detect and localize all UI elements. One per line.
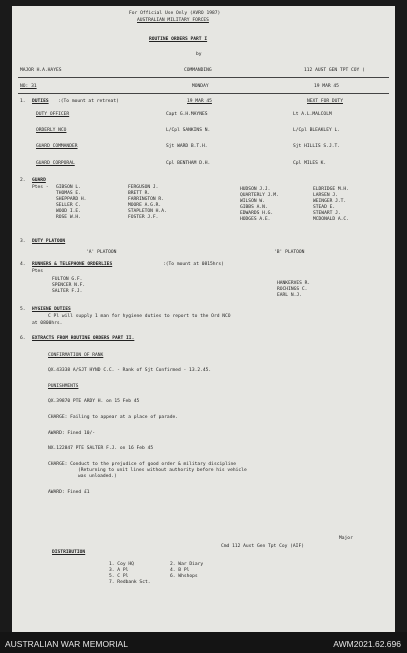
orders-number: NO: 31 [20,84,37,89]
duty-today: Sjt WARD B.T.H. [166,144,208,149]
guard-name: FERGUSON J. [128,185,159,190]
section-4-title: RUNNERS & TELEPHONE ORDERLIES [32,262,113,267]
distribution-item: 2. War Diary [170,562,204,567]
runner-name: ROCHINGS C. [277,287,308,292]
punishments-heading: PUNISHMENTS [48,384,79,389]
unit-name: 112 AUST GEN TPT COY ( [304,68,365,73]
section-1-note: :(To mount at retreat) [58,99,119,104]
section-4-note: :(To mount at 0815hrs) [163,262,224,267]
runners-col-2 [277,281,310,299]
section-6-title: EXTRACTS FROM ROUTINE ORDERS PART II. [32,336,135,341]
duty-label: GUARD COMMANDER [36,144,78,149]
header-rule-2 [18,93,389,94]
distribution-item: 7. Redbank Sct. [109,580,151,585]
duty-label: ORDERLY NCO [36,128,67,133]
guard-name: ROSE W.H. [56,215,81,220]
punishment-1-award: AWARD: Fined 10/- [48,431,96,436]
guard-name: MOORE A.G.R. [128,203,162,208]
duty-label: DUTY OFFICER [36,112,70,117]
guard-col-1 [56,185,86,221]
duty-platoon-next: 'B' PLATOON [274,250,305,255]
guard-name: HUDSON J.J. [240,187,271,192]
distribution-item: 3. A Pl [109,568,129,573]
guard-name: WEINGER J.T. [313,199,347,204]
guard-name: ELDRIDGE M.H. [313,187,349,192]
section-5-title: HYGIENE DUTIES [32,307,71,312]
punishment-2-charge-cont: (Returning to unit lines without authority before his vehicle [78,468,247,473]
duty-today: Capt G.H.MAYNES [166,112,208,117]
guard-name: QUARTERLY J.M. [240,193,279,198]
guard-name: STAPLETON H.A. [128,209,167,214]
guard-name: EDWARDS H.G. [240,211,274,216]
guard-prefix: Ptes - [32,185,49,190]
runner-name: SPENCER N.F. [52,283,86,288]
duties-next-header: NEXT FOR DUTY [307,99,343,104]
section-3-number: 3. [20,239,26,244]
header-classification: For Official Use Only (AVRO 1987) [129,11,221,16]
distribution-col-1 [109,562,151,586]
duty-next: Sjt HILLIS S.J.T. [293,144,341,149]
section-4-number: 4. [20,262,26,267]
distribution-item: 6. Whshops [170,574,198,579]
orders-date: 19 MAR 45 [314,84,339,89]
guard-name: FOSTER J.F. [128,215,159,220]
section-2-number: 2. [20,178,26,183]
footer-institution: AUSTRALIAN WAR MEMORIAL [5,639,128,649]
guard-name: BRETT R. [128,191,151,196]
document-page [12,6,395,632]
confirmation-heading: CONFIRMATION OF RANK [48,353,104,358]
runner-name: FULTON G.F. [52,277,83,282]
guard-name: MCDONALD A.C. [313,217,349,222]
commander-name: MAJOR H.A.HAYES [20,68,62,73]
guard-col-4 [313,187,349,223]
runner-name: SALTER F.J. [52,289,83,294]
duty-today: L/Cpl SANKINS N. [166,128,211,133]
guard-name: GIBSON L. [56,185,81,190]
guard-col-3 [240,187,279,223]
guard-name: HODGES A.E. [240,217,271,222]
section-2-title: GUARD [32,178,46,183]
distribution-title: DISTRIBUTION [52,550,86,555]
guard-col-2 [128,185,167,221]
duty-next: L/Cpl BLEAKLEY L. [293,128,341,133]
commander-appointment: COMMANDING [184,68,212,73]
punishment-2-charge-cont: was unloaded.) [78,474,117,479]
distribution-item: 4. B Pl [170,568,190,573]
header-forces: AUSTRALIAN MILITARY FORCES [137,18,209,23]
guard-name: WOOD I.E. [56,209,81,214]
signature-block: Cmd 112 Aust Gen Tpt Coy (AIF) [221,544,304,549]
duty-label: GUARD CORPORAL [36,161,75,166]
guard-name: FARRINGTON R. [128,197,164,202]
runners-prefix: Ptes [32,269,44,274]
duties-today-header: 19 MAR 45 [187,99,212,104]
signature-rank: Major [339,536,353,541]
duty-today: Cpl BENTHAM D.H. [166,161,211,166]
punishment-2: NX.122847 PTE SALTER F.J. on 16 Feb 45 [48,446,154,451]
rank-confirmation: QX.43338 A/SJT HYND C.C. - Rank of Sjt Confirmed - 13.2.45. [48,368,212,373]
guard-name: SHEPPARD H. [56,197,87,202]
distribution-col-2 [170,562,203,580]
distribution-item: 5. C Pl [109,574,129,579]
guard-name: THOMAS E. [56,191,81,196]
section-3-title: DUTY PLATOON [32,239,66,244]
guard-name: STEWART J. [313,211,341,216]
duty-platoon-today: 'A' PLATOON [86,250,117,255]
guard-name: SELLER C. [56,203,81,208]
runner-name: HANKERVES R. [277,281,311,286]
section-1-number: 1. [20,99,26,104]
footer-bar [0,632,407,653]
header-title: ROUTINE ORDERS PART I [149,37,208,42]
duty-next: Cpl MILES K. [293,161,327,166]
footer-accession-number: AWM2021.62.696 [333,639,401,649]
section-1-title: DUTIES [32,99,49,104]
guard-name: LARSEN J. [313,193,338,198]
runners-col-1 [52,277,85,295]
header-by: by [196,52,202,57]
orders-day: MONDAY [192,84,209,89]
section-6-number: 6. [20,336,26,341]
punishment-2-award: AWARD: Fined £1 [48,490,90,495]
hygiene-text: C Pl will supply 1 man for hygiene duties to report to the Ord NCO [48,314,231,319]
guard-name: GIBBS A.N. [240,205,268,210]
punishment-1-charge: CHARGE: Failing to appear at a place of parade. [48,415,178,420]
duty-next: Lt A.L.MALCOLM [293,112,332,117]
distribution-item: 1. Coy HQ [109,562,134,567]
guard-name: STEAD E. [313,205,336,210]
header-rule [18,77,389,78]
section-5-number: 5. [20,307,26,312]
punishment-2-charge: CHARGE: Conduct to the prejudice of good order & military discipline [48,462,237,467]
hygiene-text-2: at 0800hrs. [32,321,63,326]
guard-name: WILSON W. [240,199,265,204]
runner-name: EARL N.J. [277,293,302,298]
punishment-1: QX.39870 PTE ARDY H. on 15 Feb 45 [48,399,140,404]
